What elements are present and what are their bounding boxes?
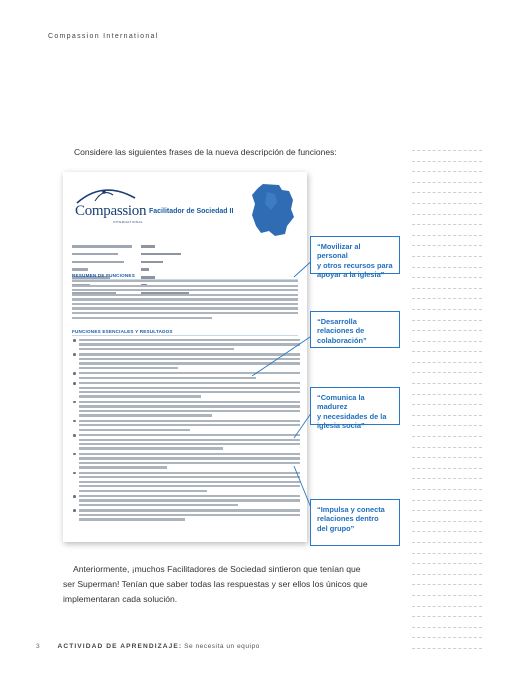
callout-line: y necesidades de la (317, 411, 387, 421)
note-line (412, 553, 482, 554)
list-item (72, 420, 300, 431)
callout-line: iglesia socia” (317, 420, 365, 430)
list-item (72, 434, 300, 450)
list-item (72, 372, 300, 379)
note-line (412, 478, 482, 479)
note-line (412, 351, 482, 352)
callout-line: “Impulsa y conecta (317, 505, 385, 514)
note-line (412, 563, 482, 564)
callout-line: “Movilizar al personal (317, 242, 361, 261)
summary-heading: RESUMEN DE FUNCIONES (72, 273, 135, 278)
callout-desarrolla (310, 311, 400, 348)
list-item (72, 353, 300, 369)
note-line (412, 161, 482, 162)
notes-lines (412, 150, 482, 659)
note-line (412, 372, 482, 373)
note-line (412, 468, 482, 469)
activity-title: Se necesita un equipo (184, 643, 260, 650)
note-line (412, 383, 482, 384)
callout-comunica (310, 387, 400, 430)
note-line (412, 489, 482, 490)
note-line (412, 415, 482, 416)
functions-heading: FUNCIONES ESENCIALES Y RESULTADOS (72, 329, 173, 334)
callout-line: relaciones dentro (317, 514, 379, 524)
callout-line: y otros recursos para (317, 260, 393, 270)
note-line (412, 436, 482, 437)
note-line (412, 298, 482, 299)
note-line (412, 574, 482, 575)
note-line (412, 288, 482, 289)
callout-line: “Comunica la madurez (317, 393, 365, 412)
callout-movilizar (310, 236, 400, 279)
country-map-icon (249, 182, 295, 238)
note-line (412, 425, 482, 426)
note-line (412, 457, 482, 458)
note-line (412, 616, 482, 617)
functions-rule (72, 335, 298, 336)
note-line (412, 256, 482, 257)
page-number: 3 (36, 643, 40, 650)
note-line (412, 606, 482, 607)
body-paragraph (63, 562, 398, 608)
note-line (412, 404, 482, 405)
list-item (72, 453, 300, 469)
note-line (412, 500, 482, 501)
note-line (412, 595, 482, 596)
intro-text: Considere las siguientes frases de la nueva descripción de funciones: (74, 147, 337, 157)
logo-arc-icon (73, 186, 137, 204)
note-line (412, 245, 482, 246)
callout-line: apoyar a la iglesia” (317, 269, 385, 279)
logo-wordmark: Compassion (75, 203, 147, 219)
list-item (72, 509, 300, 520)
callout-line: “Desarrolla (317, 317, 357, 326)
note-line (412, 341, 482, 342)
note-line (412, 542, 482, 543)
body-line: Anteriormente, ¡muchos Facilitadores de Sociedad sintieron que tenían que (73, 564, 361, 574)
list-item (72, 382, 300, 398)
callout-line: del grupo” (317, 523, 355, 533)
note-line (412, 171, 482, 172)
summary-paragraph (72, 280, 298, 321)
note-line (412, 330, 482, 331)
note-line (412, 627, 482, 628)
note-line (412, 362, 482, 363)
note-line (412, 320, 482, 321)
body-line: ser Superman! Tenían que saber todas las respuestas y ser ellos los únicos que (63, 579, 368, 590)
page-header: Compassion International (48, 33, 159, 40)
body-line: implementaran cada solución. (63, 594, 178, 605)
callout-line: relaciones de (317, 326, 365, 336)
note-line (412, 531, 482, 532)
note-line (412, 203, 482, 204)
note-line (412, 521, 482, 522)
note-line (412, 584, 482, 585)
callout-line: colaboración” (317, 335, 367, 345)
job-description-document (63, 172, 307, 542)
activity-label: ACTIVIDAD DE APRENDIZAJE: (57, 643, 183, 650)
note-line (412, 277, 482, 278)
note-line (412, 447, 482, 448)
list-item (72, 339, 300, 350)
document-title: Facilitador de Sociedad II (149, 208, 234, 215)
list-item (72, 401, 300, 417)
note-line (412, 267, 482, 268)
note-line (412, 182, 482, 183)
note-line (412, 309, 482, 310)
list-item (72, 495, 300, 506)
note-line (412, 394, 482, 395)
note-line (412, 192, 482, 193)
note-line (412, 224, 482, 225)
functions-list (72, 339, 300, 524)
callout-impulsa (310, 499, 400, 546)
page-footer (36, 643, 260, 650)
logo-tagline: INTERNATIONAL (113, 220, 144, 224)
list-item (72, 472, 300, 492)
note-line (412, 214, 482, 215)
note-line (412, 510, 482, 511)
note-line (412, 637, 482, 638)
note-line (412, 235, 482, 236)
note-line (412, 648, 482, 649)
note-line (412, 150, 482, 151)
